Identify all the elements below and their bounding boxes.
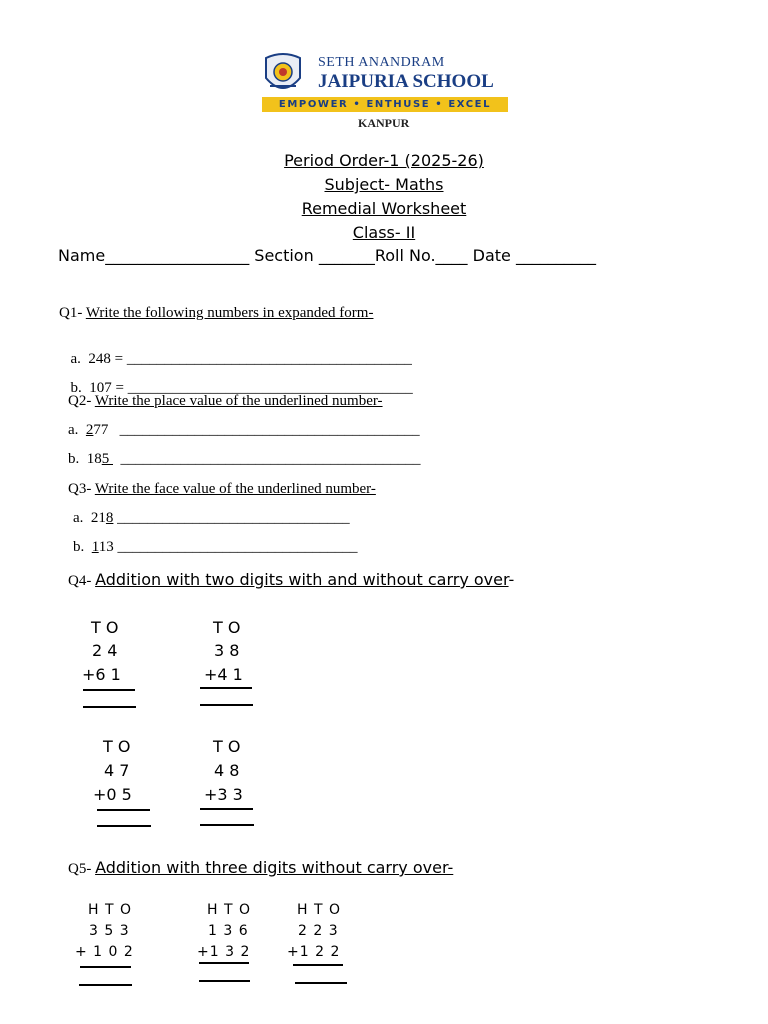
answer-line <box>200 704 253 706</box>
item-label: b. <box>68 451 80 467</box>
q4-p3-bottom: +0 5 <box>93 785 132 804</box>
underlined-digit: 8 <box>105 510 114 526</box>
q4-p1-top: 2 4 <box>92 641 118 660</box>
answer-line <box>199 980 250 982</box>
sum-line <box>293 964 343 966</box>
logo-tagline-band <box>262 97 508 112</box>
q5-prefix: Q5- <box>68 861 96 877</box>
q4-p4-top: 4 8 <box>214 761 240 780</box>
answer-blank: ________________________________________ <box>119 422 420 438</box>
q1-title: Write the following numbers in expanded form- <box>85 305 374 321</box>
number-part: 77 <box>93 422 109 438</box>
item-label: b. <box>70 380 82 396</box>
sum-line <box>200 687 252 689</box>
q5-heading <box>68 858 453 878</box>
q1-heading <box>59 305 373 322</box>
number-part: 18 <box>86 451 102 467</box>
answer-blank: _______________________________ <box>117 510 350 526</box>
number-part: 13 <box>98 539 118 555</box>
q2-item-b <box>68 451 421 468</box>
answer-line <box>79 984 132 986</box>
sum-line <box>80 966 131 968</box>
q1-item-b <box>63 363 413 397</box>
item-label: b. <box>73 539 85 555</box>
worksheet-title: Remedial Worksheet <box>301 199 467 218</box>
student-info-line: Name__________________ Section _______Roll No.____ Date __________ <box>58 246 596 265</box>
q5-p2-head: H T O <box>207 902 251 918</box>
answer-blank: ________________________________________ <box>120 451 421 467</box>
q4-p2-bottom: +4 1 <box>204 665 243 684</box>
q4-title: Addition with two digits with and without carry over <box>95 570 509 589</box>
q5-p1-bottom: + 1 0 2 <box>75 944 134 960</box>
q2-item-a <box>68 422 420 439</box>
logo-tagline: EMPOWER • ENTHUSE • EXCEL <box>278 99 492 110</box>
item-text: 107 = ______________________________________ <box>89 380 413 396</box>
logo-line1: SETH ANANDRAM <box>318 55 445 70</box>
q4-p2-head: T O <box>213 618 241 637</box>
class-title: Class- II <box>352 223 416 242</box>
q4-p4-bottom: +3 3 <box>204 785 243 804</box>
q1-prefix: Q1- <box>59 305 86 321</box>
q2-title: Write the place value of the underlined number- <box>94 393 383 409</box>
q5-p3-bottom: +1 2 2 <box>287 944 341 960</box>
logo-city: KANPUR <box>358 116 410 130</box>
underlined-digit: 5 <box>101 451 113 467</box>
underlined-digit: 1 <box>91 539 99 555</box>
sum-line <box>83 689 135 691</box>
q4-p3-top: 4 7 <box>104 761 130 780</box>
answer-line <box>295 982 347 984</box>
q4-heading <box>68 570 514 590</box>
sum-line <box>97 809 150 811</box>
q3-title: Write the face value of the underlined number- <box>94 481 376 497</box>
q3-item-b <box>73 539 357 556</box>
q4-p1-bottom: +6 1 <box>82 665 121 684</box>
answer-line <box>83 706 136 708</box>
q5-p2-top: 1 3 6 <box>208 923 249 939</box>
item-label: a. <box>70 351 81 367</box>
number-part: 21 <box>90 510 106 526</box>
period-title: Period Order-1 (2025-26) <box>284 151 484 170</box>
item-label: a. <box>68 422 79 438</box>
q4-p3-head: T O <box>103 737 131 756</box>
q4-p4-head: T O <box>213 737 241 756</box>
q5-p3-head: H T O <box>297 902 341 918</box>
q4-suffix: - <box>508 570 515 589</box>
q2-heading <box>68 393 383 410</box>
q4-p2-top: 3 8 <box>214 641 240 660</box>
item-label: a. <box>73 510 84 526</box>
q3-item-a <box>73 510 350 527</box>
logo-line2: JAIPURIA SCHOOL <box>318 71 494 92</box>
q4-prefix: Q4- <box>68 573 96 589</box>
sum-line <box>200 808 253 810</box>
q3-heading <box>68 481 376 498</box>
q3-prefix: Q3- <box>68 481 95 497</box>
subject-title: Subject- Maths <box>324 175 444 194</box>
underlined-digit: 2 <box>85 422 94 438</box>
answer-blank: ________________________________ <box>117 539 358 555</box>
q5-p1-head: H T O <box>88 902 132 918</box>
q2-prefix: Q2- <box>68 393 95 409</box>
q5-p1-top: 3 5 3 <box>89 923 130 939</box>
item-text: 248 = ______________________________________ <box>88 351 412 367</box>
q5-p2-bottom: +1 3 2 <box>197 944 251 960</box>
answer-line <box>97 825 151 827</box>
q5-p3-top: 2 2 3 <box>298 923 339 939</box>
q4-p1-head: T O <box>91 618 119 637</box>
answer-line <box>200 824 254 826</box>
sum-line <box>199 962 249 964</box>
q5-title: Addition with three digits without carry over- <box>95 858 454 877</box>
school-crest-icon <box>262 52 304 96</box>
